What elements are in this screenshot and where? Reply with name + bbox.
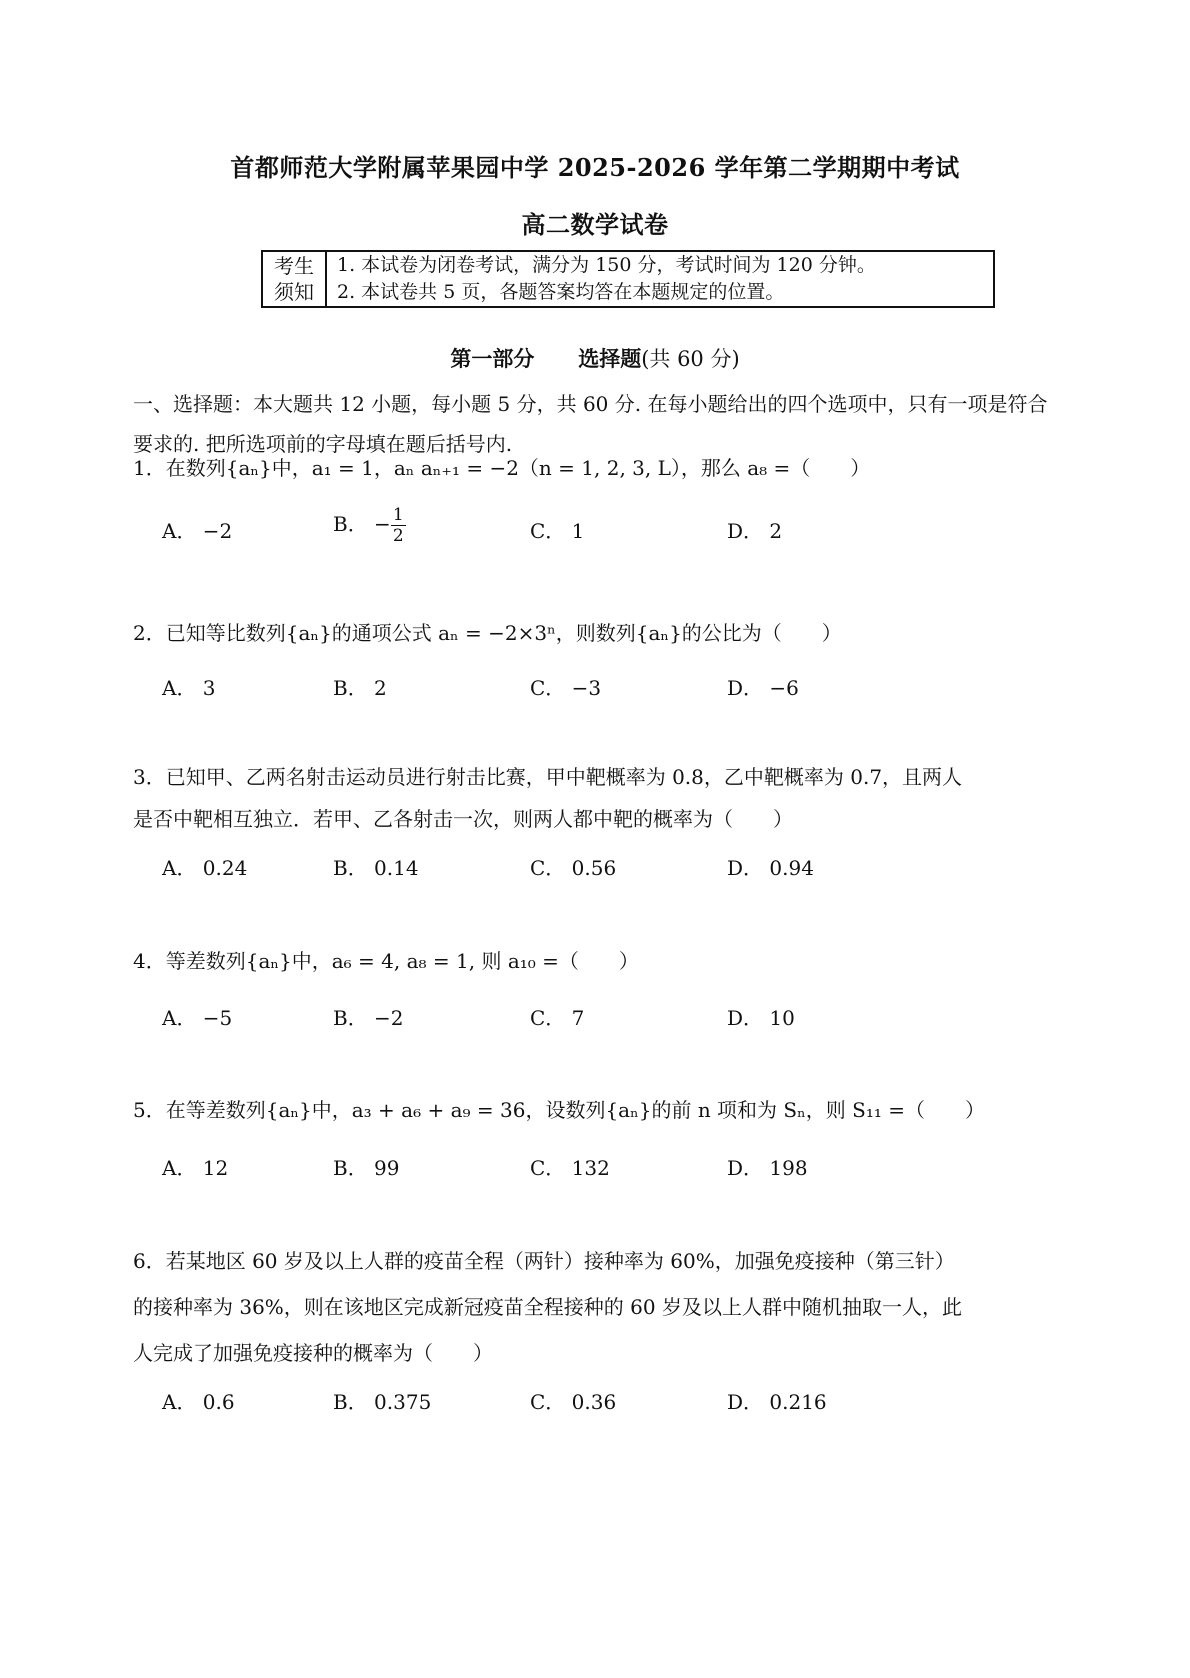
question-3-option-d: D． 0.94	[727, 856, 814, 880]
question-5-option-d: D． 198	[727, 1156, 808, 1180]
question-5-option-c: C． 132	[530, 1156, 610, 1180]
question-3-option-a: A． 0.24	[162, 856, 248, 880]
question-2-option-c: C． −3	[530, 676, 602, 700]
part-one-heading	[0, 343, 1190, 373]
notice-heading-line1: 考生	[274, 254, 314, 278]
notice-heading-line2: 须知	[274, 280, 314, 304]
part-score: (共 60 分)	[641, 347, 740, 371]
notice-item-2: 2. 本试卷共 5 页，各题答案均答在本题规定的位置。	[337, 281, 785, 303]
question-2-option-d: D． −6	[727, 676, 799, 700]
question-5-stem: 5．在等差数列{aₙ}中，a₃ + a₆ + a₉ = 36，设数列{aₙ}的前 n 项和为 Sₙ，则 S₁₁ =（ ）	[133, 1098, 985, 1122]
fraction-denominator: 2	[392, 526, 404, 546]
fraction-numerator: 1	[392, 505, 404, 525]
question-2-option-a: A． 3	[162, 676, 216, 700]
section-intro: 一、选择题：本大题共 12 小题，每小题 5 分，共 60 分. 在每小题给出的四个选项中，只有一项是符合要求的. 把所选项前的字母填在题后括号内.	[133, 392, 1048, 456]
question-6-stem-line-1: 6．若某地区 60 岁及以上人群的疫苗全程（两针）接种率为 60%，加强免疫接种（第三针）	[133, 1249, 955, 1273]
question-6-stem-line-3: 人完成了加强免疫接种的概率为（ ）	[133, 1341, 493, 1365]
question-4-option-a: A． −5	[162, 1006, 233, 1030]
question-3-option-b: B． 0.14	[333, 856, 419, 880]
question-3-stem-line-2: 是否中靶相互独立．若甲、乙各射击一次，则两人都中靶的概率为（ ）	[133, 807, 793, 831]
part-title: 选择题	[578, 346, 642, 371]
question-1-option-c: C． 1	[530, 519, 585, 543]
notice-item-1: 1. 本试卷为闭卷考试，满分为 150 分，考试时间为 120 分钟。	[337, 254, 876, 276]
paper-title: 高二数学试卷	[521, 210, 669, 239]
question-4-option-c: C． 7	[530, 1006, 585, 1030]
question-1-stem: 1．在数列{aₙ}中，a₁ = 1，aₙ aₙ₊₁ = −2（n = 1, 2, 3, L），那么 a₈ =（ ）	[133, 456, 871, 480]
school-title: 首都师范大学附属苹果园中学 2025-2026 学年第二学期期中考试	[230, 153, 960, 182]
question-1-option-b	[333, 505, 406, 546]
question-1-option-d: D． 2	[727, 519, 783, 543]
question-5-option-b: B． 99	[333, 1156, 400, 1180]
question-2-option-b: B． 2	[333, 676, 387, 700]
notice-heading	[263, 252, 327, 306]
question-2-stem: 2．已知等比数列{aₙ}的通项公式 aₙ = −2×3ⁿ，则数列{aₙ}的公比为（ ）	[133, 621, 842, 645]
question-1-option-b-label: B． −	[333, 512, 391, 536]
question-1-option-a: A． −2	[162, 519, 233, 543]
exam-notice-box	[261, 250, 995, 308]
question-6-option-a: A． 0.6	[162, 1390, 235, 1414]
question-3-stem-line-1: 3．已知甲、乙两名射击运动员进行射击比赛，甲中靶概率为 0.8，乙中靶概率为 0.7，且两人	[133, 765, 963, 789]
question-6-option-b: B． 0.375	[333, 1390, 432, 1414]
question-3-option-c: C． 0.56	[530, 856, 617, 880]
question-4-option-d: D． 10	[727, 1006, 795, 1030]
question-4-option-b: B． −2	[333, 1006, 404, 1030]
part-label: 第一部分	[450, 346, 535, 371]
question-4-stem: 4．等差数列{aₙ}中，a₆ = 4, a₈ = 1, 则 a₁₀ =（ ）	[133, 949, 639, 973]
question-6-option-d: D． 0.216	[727, 1390, 827, 1414]
one-half-fraction	[391, 505, 406, 546]
notice-items	[327, 252, 993, 306]
question-5-option-a: A． 12	[162, 1156, 229, 1180]
question-6-option-c: C． 0.36	[530, 1390, 617, 1414]
question-6-stem-line-2: 的接种率为 36%，则在该地区完成新冠疫苗全程接种的 60 岁及以上人群中随机抽取一人，此	[133, 1295, 962, 1319]
